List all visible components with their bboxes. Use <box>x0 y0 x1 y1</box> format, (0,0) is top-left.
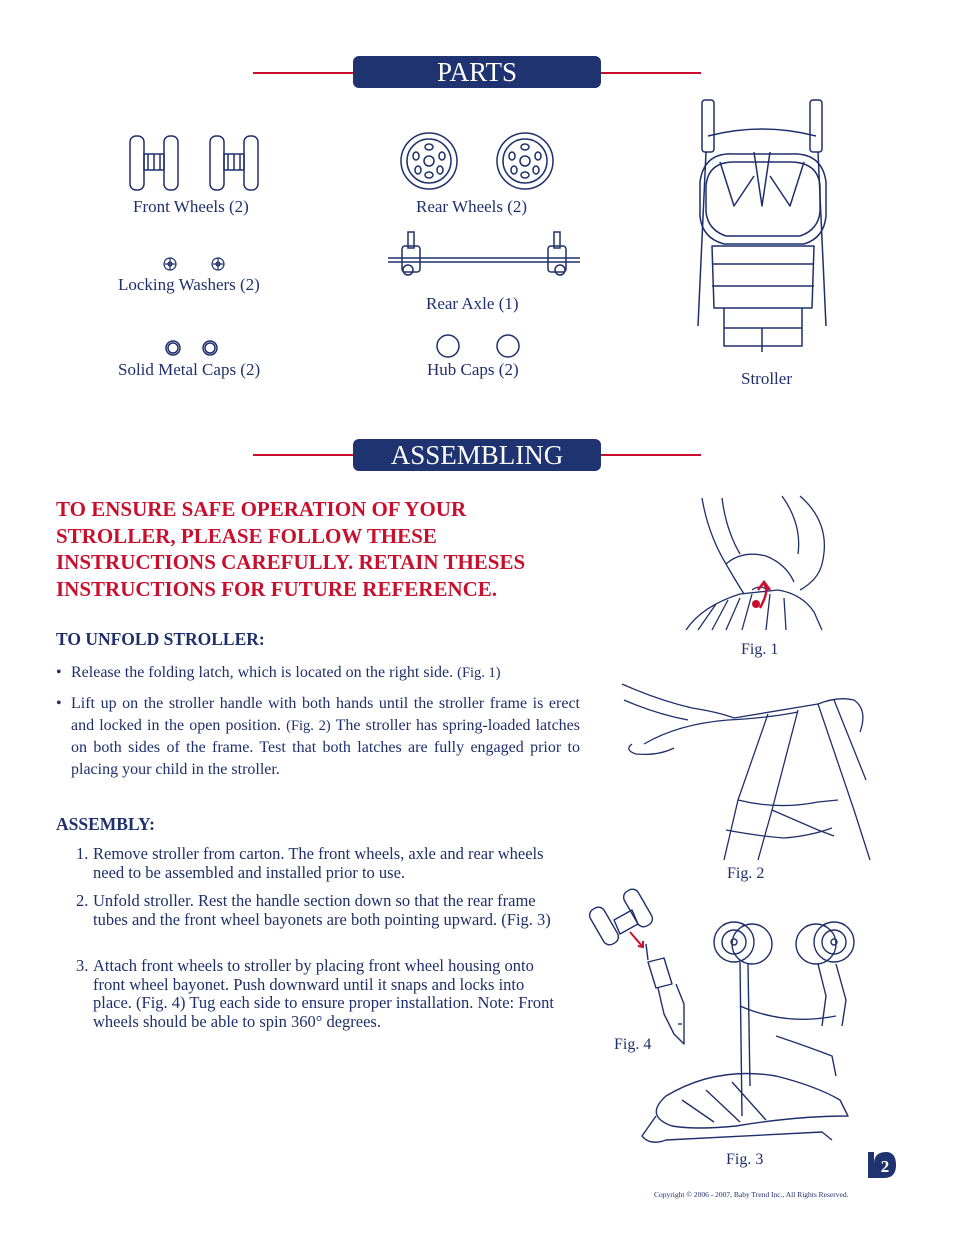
warning-line: STROLLER, PLEASE FOLLOW THESE <box>56 523 437 548</box>
solid-metal-caps-illustration <box>164 338 220 358</box>
fig-ref: (Fig. 1) <box>457 665 501 681</box>
fig3-illustration <box>636 916 882 1152</box>
bullet-mark: • <box>56 664 62 681</box>
locking-washers-illustration <box>160 256 228 272</box>
page-number: 2 <box>880 1157 890 1176</box>
fig3-label: Fig. 3 <box>726 1151 764 1168</box>
front-wheels-label: Front Wheels (2) <box>133 197 249 216</box>
parts-rule-left <box>253 72 355 74</box>
hub-caps-illustration <box>434 333 524 359</box>
stroller-label: Stroller <box>741 369 792 388</box>
unfold-bullet-1: • Release the folding latch, which is located on the right side. (Fig. 1) <box>56 662 580 684</box>
bullet-mark: • <box>56 695 62 712</box>
fig2-label: Fig. 2 <box>727 865 765 882</box>
assembling-rule-right <box>600 454 701 456</box>
assembly-step-2: 2. Unfold stroller. Rest the handle section down so that the rear frame tubes and the front wheel bayonets are both pointing upward. (Fig. 3) <box>76 891 551 929</box>
assembly-step-1: 1. Remove stroller from carton. The front wheels, axle and rear wheels need to be assembled and installed prior to use. <box>76 844 544 882</box>
warning-line: INSTRUCTIONS CAREFULLY. RETAIN THESES <box>56 550 526 574</box>
rear-axle-illustration <box>386 228 582 280</box>
solid-metal-caps-label: Solid Metal Caps (2) <box>118 360 261 379</box>
parts-rule-right <box>600 72 701 74</box>
page-number-badge <box>868 1152 896 1178</box>
safety-warning <box>56 496 576 602</box>
assembling-title: ASSEMBLING <box>353 439 601 471</box>
assembly-heading: ASSEMBLY: <box>56 814 155 834</box>
warning-line: INSTRUCTIONS FOR FUTURE REFERENCE. <box>56 576 498 601</box>
locking-washers-label: Locking Washers (2) <box>118 275 260 294</box>
fig1-illustration <box>682 494 840 632</box>
rear-wheels-illustration <box>400 130 556 192</box>
front-wheels-illustration <box>128 132 264 192</box>
assembly-step-3: 3. Attach front wheels to stroller by placing front wheel housing onto front wheel bayonet. Push downward until it snaps and locks into place. (Fig. 4) Tug each side to ensure proper installation. Note: Front wheels should be able to spin 360° degrees. <box>76 956 555 1031</box>
parts-title: PARTS <box>353 56 601 88</box>
fig2-illustration <box>618 660 886 862</box>
copyright-notice: Copyright © 2006 - 2007, Baby Trend Inc., All Rights Reserved. <box>654 1190 849 1199</box>
fig4-label: Fig. 4 <box>614 1036 652 1053</box>
fig-ref: (Fig. 2) <box>286 718 331 734</box>
rear-axle-label: Rear Axle (1) <box>426 294 519 313</box>
unfold-bullet-2: • Lift up on the stroller handle with both hands until the stroller frame is erect and locked in the open position. (Fig. 2) The stroller has spring-loaded latches on both sides of the frame. Test that both latches are fully engaged prior to placing your child in the stroller. <box>56 695 581 778</box>
stroller-illustration <box>684 96 850 362</box>
unfold-heading: TO UNFOLD STROLLER: <box>56 629 265 649</box>
warning-line: TO ENSURE SAFE OPERATION OF YOUR <box>56 497 467 521</box>
fig1-label: Fig. 1 <box>741 641 779 658</box>
assembling-rule-left <box>253 454 355 456</box>
rear-wheels-label: Rear Wheels (2) <box>416 197 528 216</box>
hub-caps-label: Hub Caps (2) <box>427 360 519 379</box>
